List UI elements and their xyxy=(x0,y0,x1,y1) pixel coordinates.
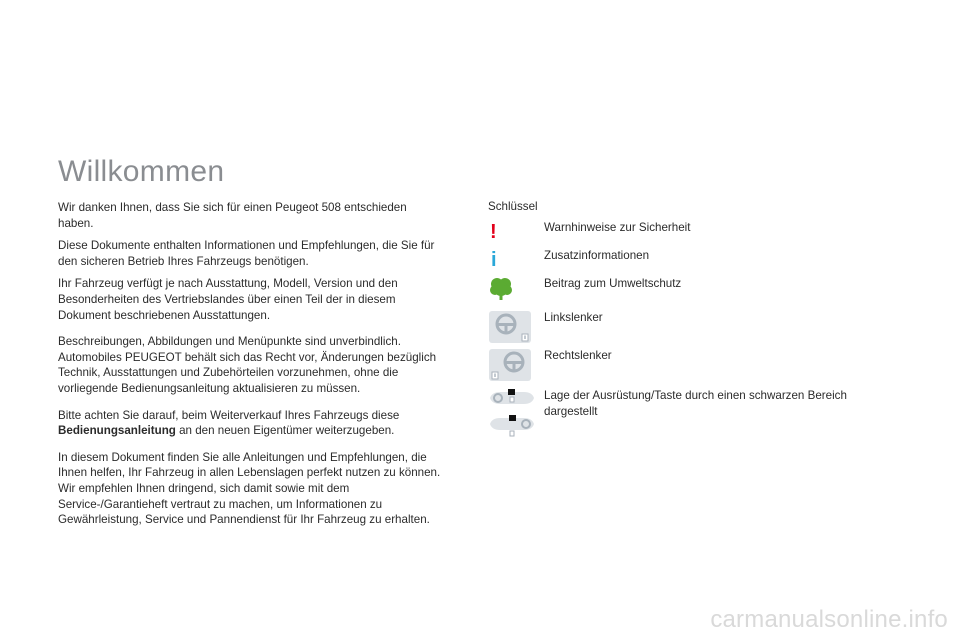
intro-paragraph-6: In diesem Dokument finden Sie alle Anleitungen und Empfehlungen, die Ihnen helfen, Ihr Fahrzeug in allen Lebenslagen perfekt nutzen zu können. Wir empfehlen Ihnen dringend, sich damit sowie mit dem Service-/Garantieheft vertraut zu machen, um Informationen zu Gewährleistung, Service und Pannendienst für Ihr Fahrzeug zu erhalten. xyxy=(58,450,441,527)
intro-paragraph-5 xyxy=(58,408,443,439)
key-label-info: Zusatzinformationen xyxy=(544,249,650,262)
intro-paragraph-5-start: Bitte achten Sie darauf, beim Weiterverkauf Ihres Fahrzeugs diese xyxy=(58,408,400,422)
tree-icon xyxy=(488,276,514,302)
key-label-equipment-location: Lage der Ausrüstung/Taste durch einen schwarzen Bereich dargestellt xyxy=(544,389,847,418)
intro-paragraph-5-bold: Bedienungsanleitung xyxy=(58,424,176,438)
intro-text xyxy=(58,200,443,535)
page-title: Willkommen xyxy=(58,155,225,188)
watermark: carmanualsonline.info xyxy=(710,606,948,633)
key-label-right-hand-drive: Rechtslenker xyxy=(544,349,612,362)
left-hand-drive-icon xyxy=(488,310,532,344)
key-label-environment: Beitrag zum Umweltschutz xyxy=(544,277,682,290)
key-label-warning: Warnhinweise zur Sicherheit xyxy=(544,221,691,234)
equipment-location-icon xyxy=(488,388,536,440)
warning-exclamation-icon: ! xyxy=(490,221,497,243)
info-icon: i xyxy=(491,249,497,271)
key-label-left-hand-drive: Linkslenker xyxy=(544,311,603,324)
key-title: Schlüssel xyxy=(488,200,538,213)
intro-paragraph-3: Ihr Fahrzeug verfügt je nach Ausstattung, Modell, Version und den Besonderheiten des Vertriebslandes über einen Teil der in diesem Dokument beschriebenen Ausstattungen. xyxy=(58,277,398,322)
intro-paragraph-5-end: an den neuen Eigentümer weiterzugeben. xyxy=(175,424,395,438)
right-hand-drive-icon xyxy=(488,348,532,382)
intro-paragraph-2: Diese Dokumente enthalten Informationen und Empfehlungen, die Sie für den sicheren Betrieb Ihres Fahrzeugs benötigen. xyxy=(58,239,435,268)
intro-paragraph-1: Wir danken Ihnen, dass Sie sich für einen Peugeot 508 entschieden haben. xyxy=(58,201,407,230)
intro-paragraph-4: Beschreibungen, Abbildungen und Menüpunkte sind unverbindlich. Automobiles PEUGEOT behält sich das Recht vor, Änderungen bezüglich Technik, Ausstattungen und Zubehörteilen vorzunehmen, ohne die vorliegende Bedienungsanleitung aktualisieren zu müssen. xyxy=(58,335,437,395)
